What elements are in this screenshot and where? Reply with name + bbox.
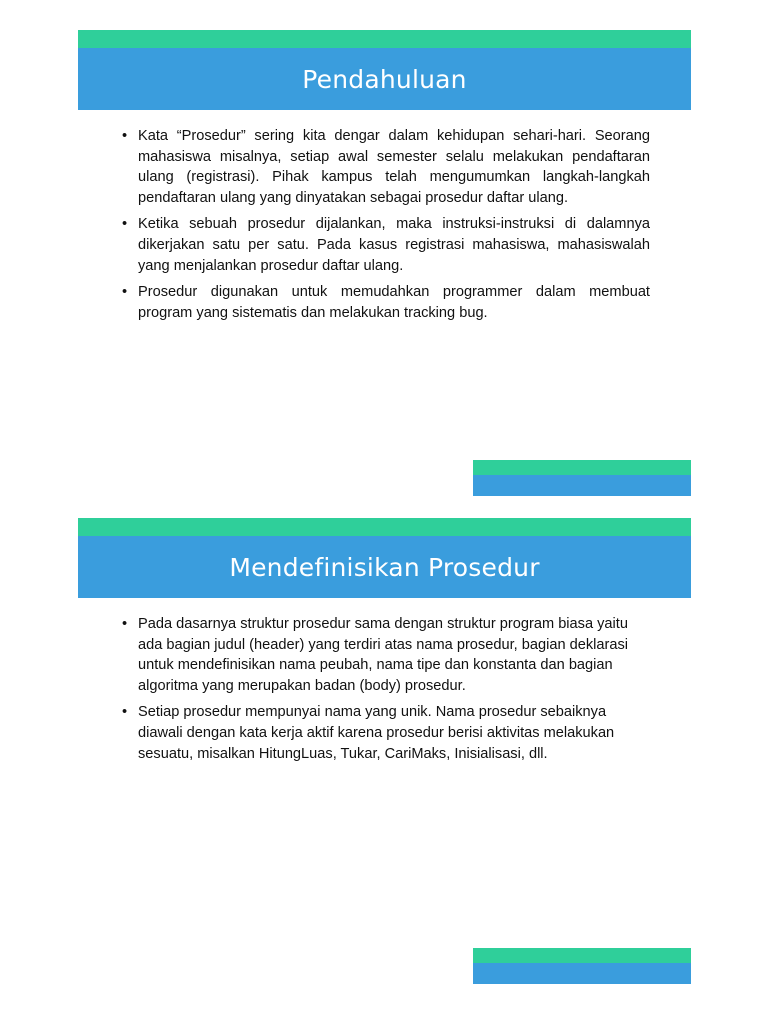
footer-blue-bar (473, 475, 691, 496)
slide-title: Mendefinisikan Prosedur (229, 552, 540, 582)
bullet-icon: • (122, 128, 128, 144)
bullet-text: Prosedur digunakan untuk memudahkan programmer dalam membuat program yang sistematis dan melakukan tracking bug. (138, 284, 650, 321)
header-title-bar (78, 536, 691, 598)
bullet-icon: • (122, 616, 128, 632)
bullet-item (120, 126, 650, 208)
bullet-icon: • (122, 284, 128, 301)
bullet-text: Ketika sebuah prosedur dijalankan, maka instruksi-instruksi di dalamnya dikerjakan satu per satu. Pada kasus registrasi mahasiswa, mahasiswalah yang menjalankan prosedur daftar ulang. (138, 216, 650, 274)
bullet-text: Kata “Prosedur” sering kita dengar dalam kehidupan sehari-hari. Seorang mahasiswa misalnya, setiap awal semester selalu melakukan pendaftaran ulang (registrasi). Pihak kampus telah mengumumkan langkah-langkah pendaftaran ulang yang dinyatakan sebagai prosedur daftar ulang. (138, 128, 650, 206)
header-accent-bar (78, 30, 691, 48)
slide-header (78, 30, 691, 110)
bullet-item (120, 614, 650, 696)
header-title-bar (78, 48, 691, 110)
slide-mendefinisikan-prosedur (78, 518, 691, 986)
bullet-item (120, 214, 650, 276)
bullet-text: Pada dasarnya struktur prosedur sama dengan struktur program biasa yaitu ada bagian judul (header) yang terdiri atas nama prosedur, bagian deklarasi untuk mendefinisikan nama peubah, nama tipe dan konstanta dan bagian algoritma yang merupakan badan (body) prosedur. (138, 616, 629, 694)
bullet-text: Setiap prosedur mempunyai nama yang unik. Nama prosedur sebaiknya diawali dengan kata kerja aktif karena prosedur berisi aktivitas melakukan sesuatu, misalkan HitungLuas, Tukar, CariMaks, Inisialisasi, dll. (138, 704, 615, 762)
bullet-icon: • (122, 704, 128, 721)
slide-footer-bar (473, 460, 691, 496)
header-accent-bar (78, 518, 691, 536)
bullet-icon: • (122, 216, 128, 233)
slide-body (120, 126, 650, 329)
slide-body (120, 614, 650, 770)
slide-title: Pendahuluan (302, 64, 467, 94)
footer-accent-bar (473, 948, 691, 963)
bullet-item (120, 702, 650, 764)
footer-blue-bar (473, 963, 691, 984)
slide-header (78, 518, 691, 598)
slide-footer-bar (473, 948, 691, 984)
slide-pendahuluan (78, 30, 691, 498)
bullet-item (120, 282, 650, 323)
footer-accent-bar (473, 460, 691, 475)
